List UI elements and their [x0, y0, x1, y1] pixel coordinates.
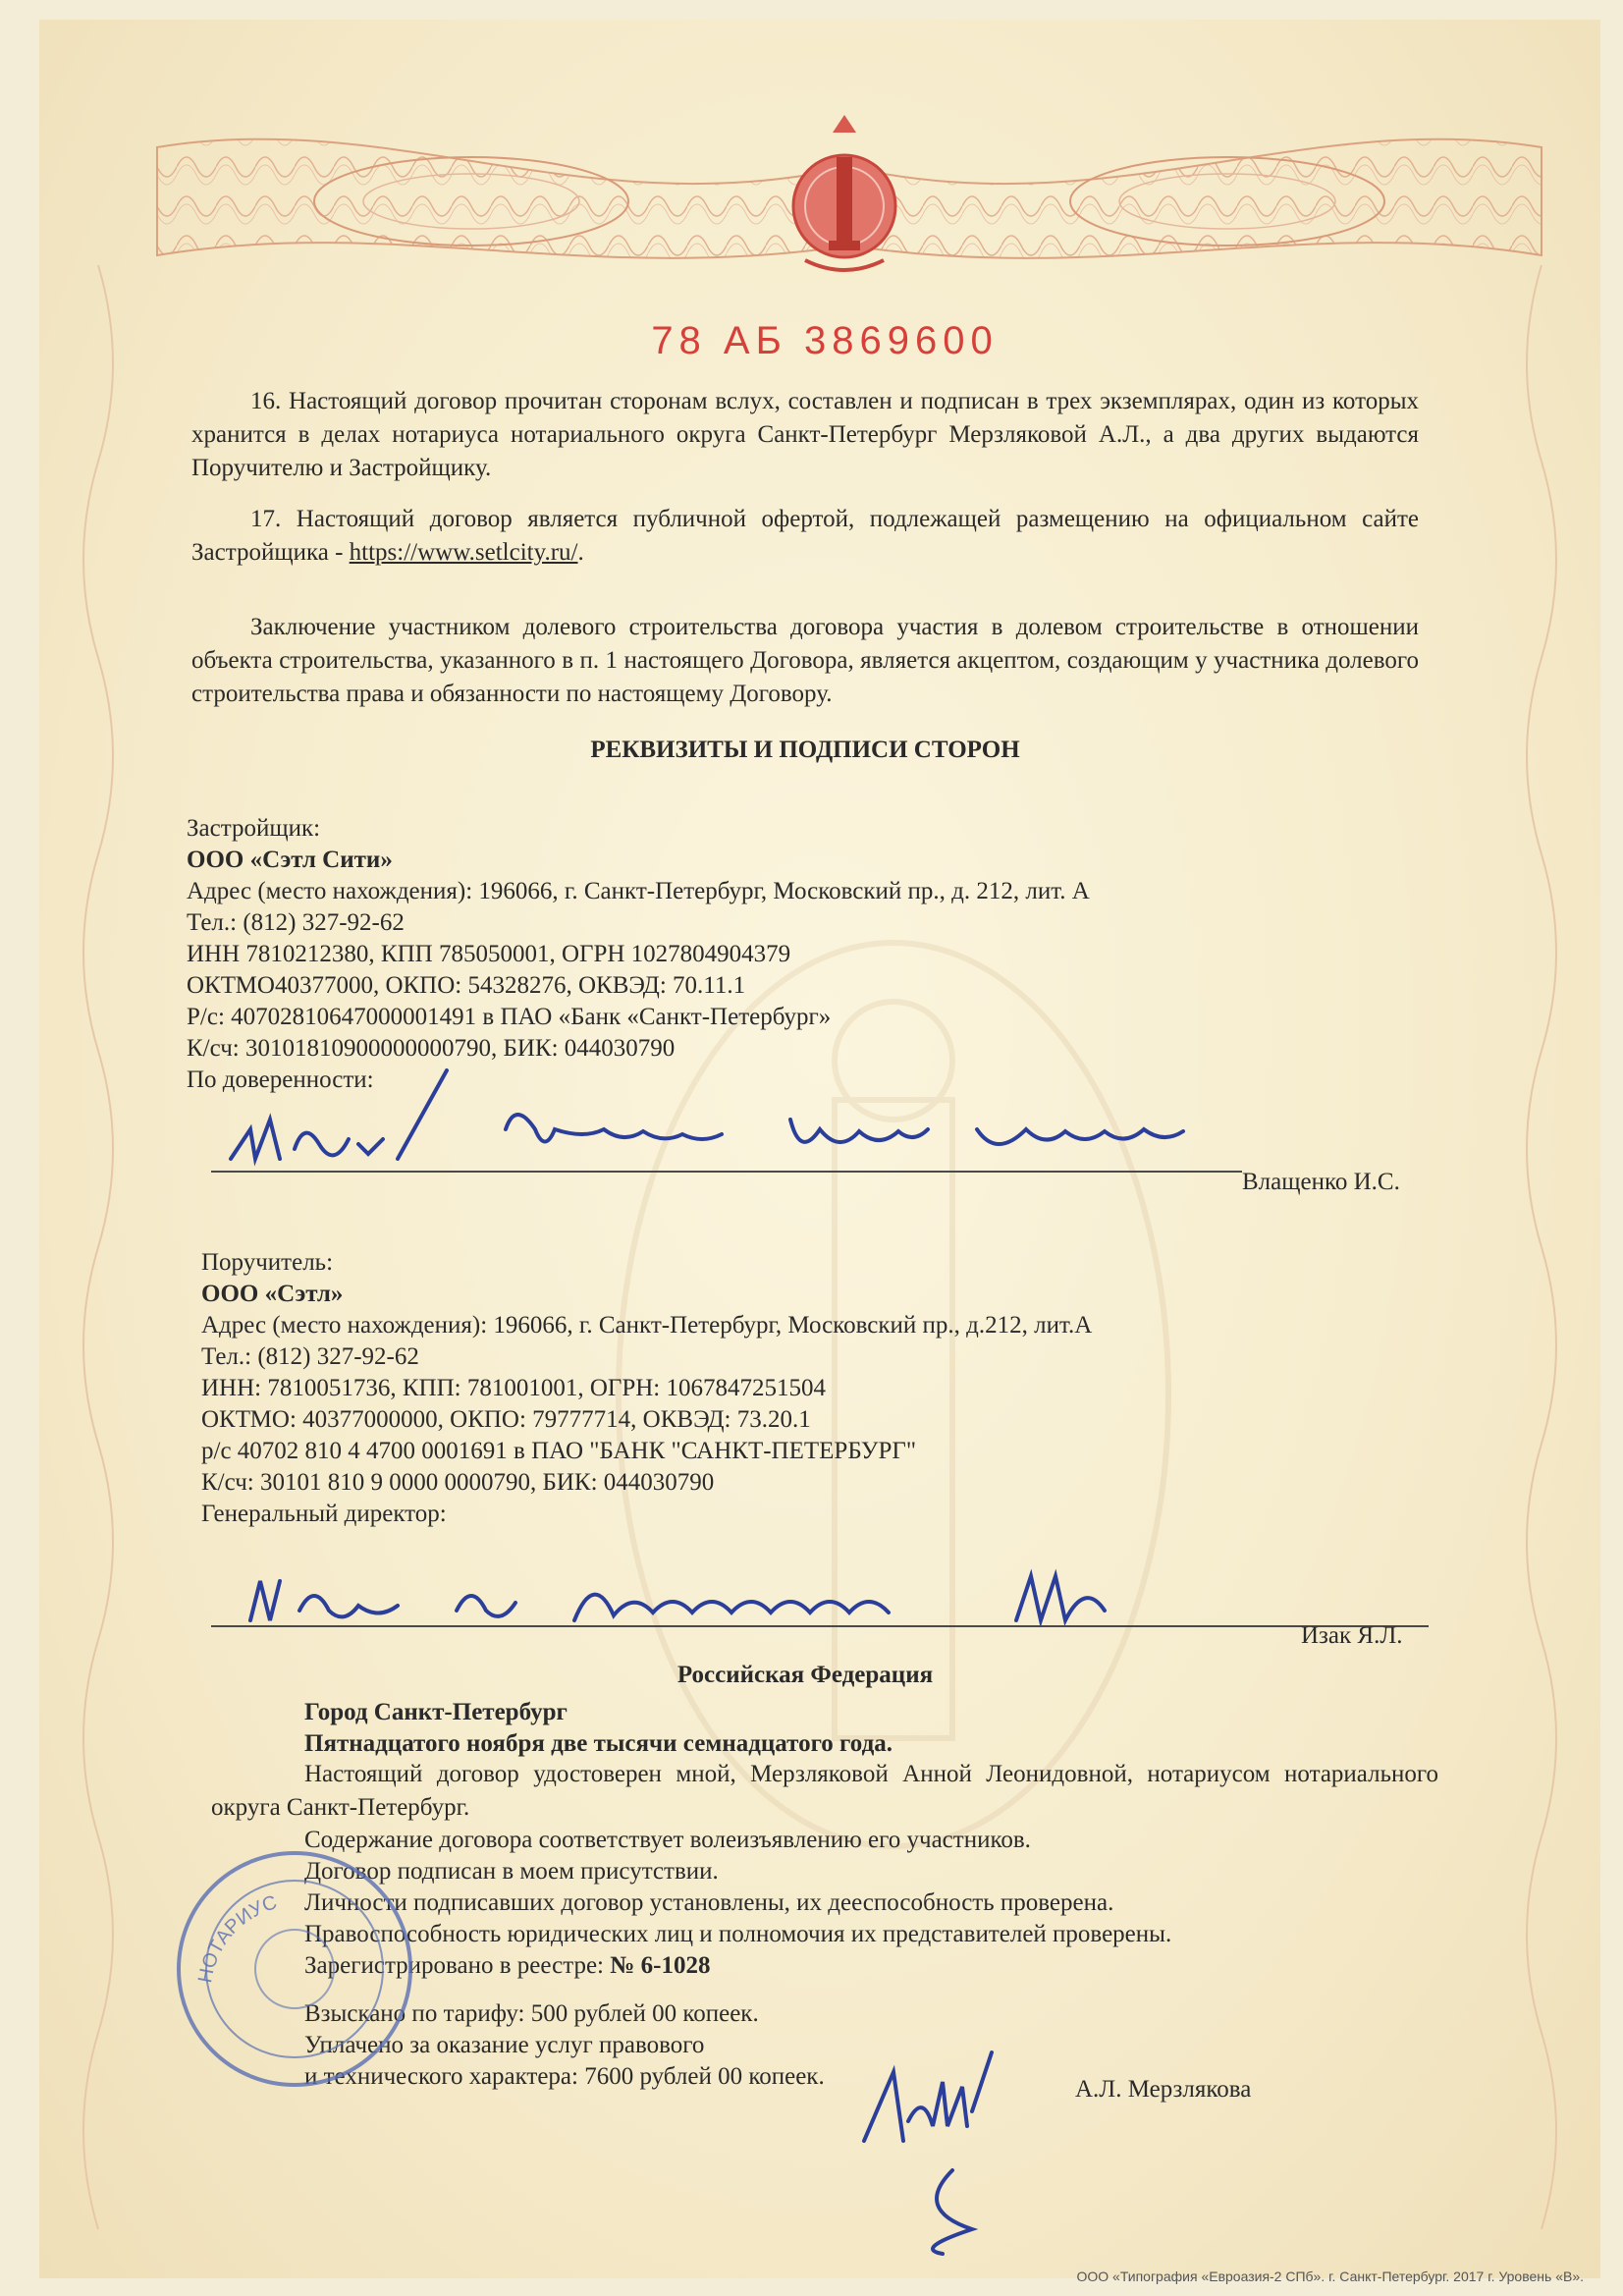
notary-name: А.Л. Мерзлякова [1075, 2076, 1252, 2103]
developer-phone: Тел.: (812) 327-92-62 [187, 909, 405, 936]
developer-signature-line [211, 1171, 1242, 1173]
registry-label: Зарегистрировано в реестре: [304, 1952, 611, 1979]
guarantor-address: Адрес (место нахождения): 196066, г. Санкт-Петербург, Московский пр., д.212, лит.А [201, 1312, 1093, 1339]
service-fee-line-1: Уплачено за оказание услуг правового [304, 2032, 705, 2058]
registry-number: № 6-1028 [610, 1952, 711, 1979]
guarantor-position: Генеральный директор: [201, 1501, 447, 1527]
guarantor-name: ООО «Сэтл» [201, 1281, 344, 1307]
guilloche-side-left [69, 265, 128, 2229]
guarantor-account: р/с 40702 810 4 4700 0001691 в ПАО "БАНК "САНКТ-ПЕТЕРБУРГ" [201, 1438, 917, 1464]
developer-account: Р/с: 40702810647000001491 в ПАО «Банк «Санкт-Петербург» [187, 1004, 832, 1030]
clause-17 [191, 503, 1419, 570]
service-fee-line-2: и технического характера: 7600 рублей 00 копеек. [304, 2063, 825, 2090]
seal-text: НОТАРИУС [194, 1891, 280, 1985]
country-heading: Российская Федерация [676, 1662, 934, 1688]
notary-seal-stamp [172, 1846, 417, 2092]
guarantor-signature-line [211, 1625, 1429, 1627]
printer-footer: ООО «Типография «Евроазия-2 СПб». г. Санкт-Петербург. 2017 г. Уровень «В». [1076, 2269, 1584, 2284]
notary-handwritten-signature [854, 2033, 1031, 2259]
developer-website-link[interactable]: https://www.setlcity.ru/ [349, 539, 578, 566]
developer-name: ООО «Сэтл Сити» [187, 847, 393, 873]
form-serial-number: 78 АБ 3869600 [651, 319, 999, 362]
guarantor-corr-account: К/сч: 30101 810 9 0000 0000790, БИК: 044030790 [201, 1469, 715, 1496]
developer-corr-account: К/сч: 30101810900000000790, БИК: 044030790 [187, 1035, 676, 1062]
guilloche-side-right [1512, 265, 1571, 2229]
guarantor-inn: ИНН: 7810051736, КПП: 781001001, ОГРН: 1067847251504 [201, 1375, 826, 1401]
developer-role: Застройщик: [187, 815, 321, 842]
notary-emblem-icon [785, 113, 903, 280]
clause-17-text: 17. Настоящий договор является публичной офертой, подлежащей размещению на официальном сайте Застройщика - [191, 506, 1419, 566]
city-heading: Город Санкт-Петербург [304, 1699, 568, 1725]
clause-16: 16. Настоящий договор прочитан сторонам вслух, составлен и подписан в трех экземплярах, один из которых хранится в делах нотариуса нотариального округа Санкт-Петербург Мерзляковой А.Л., а два других выдаются Поручителю и Застройщику. [191, 388, 1419, 481]
section-title: РЕКВИЗИТЫ И ПОДПИСИ СТОРОН [590, 737, 1020, 763]
developer-handwritten-signature [211, 1061, 1242, 1198]
certification-line-2: Договор подписан в моем присутствии. [304, 1858, 719, 1885]
acceptance-paragraph: Заключение участником долевого строительства договора участия в долевом строительстве в отношении объекта строительства, указанного в п. 1 настоящего Договора, является акцептом, создающим у участника долевого строительства права и обязанности по настоящему Договору. [191, 614, 1419, 707]
guarantor-phone: Тел.: (812) 327-92-62 [201, 1343, 419, 1370]
certification-line-1: Содержание договора соответствует волеизъявлению его участников. [304, 1827, 1031, 1853]
certification-line-3: Личности подписавших договор установлены, их дееспособность проверена. [304, 1889, 1114, 1916]
guarantor-oktmo: ОКТМО: 40377000000, ОКПО: 79777714, ОКВЭД: 73.20.1 [201, 1406, 811, 1433]
developer-inn: ИНН 7810212380, КПП 785050001, ОГРН 1027804904379 [187, 941, 791, 967]
certification-date: Пятнадцатого ноября две тысячи семнадцатого года. [304, 1730, 893, 1757]
developer-address: Адрес (место нахождения): 196066, г. Санкт-Петербург, Московский пр., д. 212, лит. А [187, 878, 1090, 904]
guarantor-role: Поручитель: [201, 1249, 334, 1276]
certification-line-4: Правоспособность юридических лиц и полномочия их представителей проверены. [304, 1921, 1172, 1947]
tariff-fee: Взыскано по тарифу: 500 рублей 00 копеек. [304, 2000, 759, 2027]
svg-text:НОТАРИУС [194, 1891, 280, 1985]
clause-17-end: . [577, 539, 584, 566]
developer-oktmo: ОКТМО40377000, ОКПО: 54328276, ОКВЭД: 70.11.1 [187, 972, 746, 999]
guarantor-signatory: Изак Я.Л. [1301, 1622, 1403, 1649]
certification-statement: Настоящий договор удостоверен мной, Мерзляковой Анной Леонидовной, нотариусом нотариального округа Санкт-Петербург. [211, 1761, 1438, 1821]
developer-signatory: Влащенко И.С. [1242, 1169, 1400, 1195]
developer-authority: По доверенности: [187, 1066, 374, 1093]
